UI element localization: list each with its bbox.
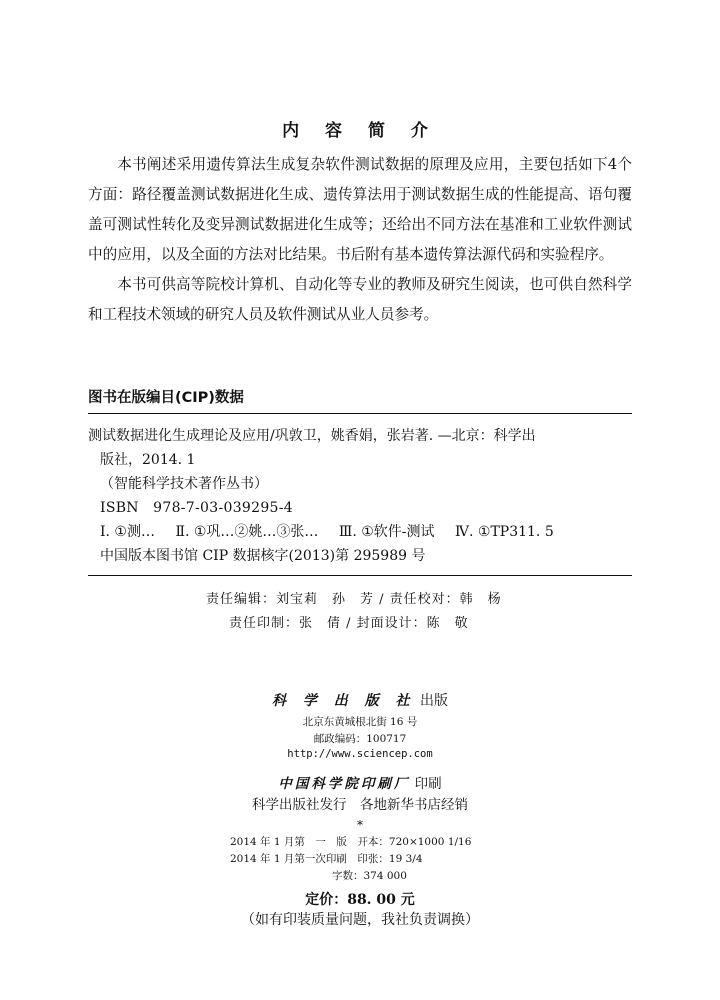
edition-line: 2014 年 1 月第 一 版 开本：720×1000 1/16 xyxy=(230,836,472,848)
cip-class-1: Ⅰ. ①测… xyxy=(100,524,155,540)
cip-class-2: Ⅱ. ①巩…②姚…③张… xyxy=(175,524,319,540)
notice: （如有印装质量问题，我社负责调换） xyxy=(241,912,479,928)
publisher-line xyxy=(0,690,720,710)
word-count: 字数：374 000 xyxy=(332,870,407,882)
cip-bottom-rule xyxy=(88,575,632,576)
summary-paragraph-2: 本书可供高等院校计算机、自动化等专业的教师及研究生阅读，也可供自然科学和工程技术领域的研究人员及软件测试从业人员参考。 xyxy=(88,276,632,323)
cip-library-note: 中国版本图书馆 CIP 数据核字(2013)第 295989 号 xyxy=(100,548,426,564)
printing-line: 2014 年 1 月第一次印刷 印张：19 3/4 xyxy=(230,853,423,865)
cip-heading: 图书在版编目(CIP)数据 xyxy=(88,390,244,406)
publisher-address: 北京东黄城根北街 16 号 xyxy=(302,716,418,728)
credits-line-2: 责任印制：张 倩 / 封面设计：陈 敬 xyxy=(229,616,469,631)
cip-top-rule xyxy=(88,413,632,414)
credits-line-1: 责任编辑：刘宝莉 孙 芳 / 责任校对：韩 杨 xyxy=(206,592,502,607)
publisher-postcode: 邮政编码：100717 xyxy=(313,733,407,745)
separator-mark: * xyxy=(357,818,363,832)
summary-paragraph-1: 本书阐述采用遗传算法生成复杂软件测试数据的原理及应用，主要包括如下4个方面：路径覆盖测试数据进化生成、遗传算法用于测试数据生成的性能提高、语句覆盖可测试性转化及变异测试数据进化生成等；还给出不同方法在基准和工业软件测试中的应用，以及全面的方法对比结果。书后附有基本遗传算法源代码和实验程序。 xyxy=(88,156,632,263)
publisher-url: http://www.sciencep.com xyxy=(287,748,433,760)
cip-classification xyxy=(88,520,632,544)
publisher-suffix: 出版 xyxy=(419,693,448,709)
summary-title: 内 容 简 介 xyxy=(282,121,438,141)
summary-body xyxy=(88,150,632,330)
cip-class-3: Ⅲ. ①软件-测试 xyxy=(338,524,435,540)
cip-block xyxy=(88,424,632,568)
printer-line xyxy=(0,772,720,792)
cip-class-4: Ⅳ. ①TP311. 5 xyxy=(455,524,554,540)
cip-entry-line-1: 测试数据进化生成理论及应用/巩敦卫，姚香娟，张岩著. —北京：科学出 xyxy=(88,428,536,444)
publisher-logo: 科 学 出 版 社 xyxy=(272,693,416,709)
cip-isbn: ISBN 978-7-03-039295-4 xyxy=(100,500,293,516)
printer-logo: 中国科学院印刷厂 xyxy=(278,776,411,792)
printer-suffix: 印刷 xyxy=(414,776,442,792)
price: 定价：88. 00 元 xyxy=(305,892,415,908)
cip-series: （智能科学技术著作丛书） xyxy=(100,476,268,492)
cip-entry-line-2: 版社，2014. 1 xyxy=(100,452,196,468)
distribution-line: 科学出版社发行 各地新华书店经销 xyxy=(252,797,468,813)
